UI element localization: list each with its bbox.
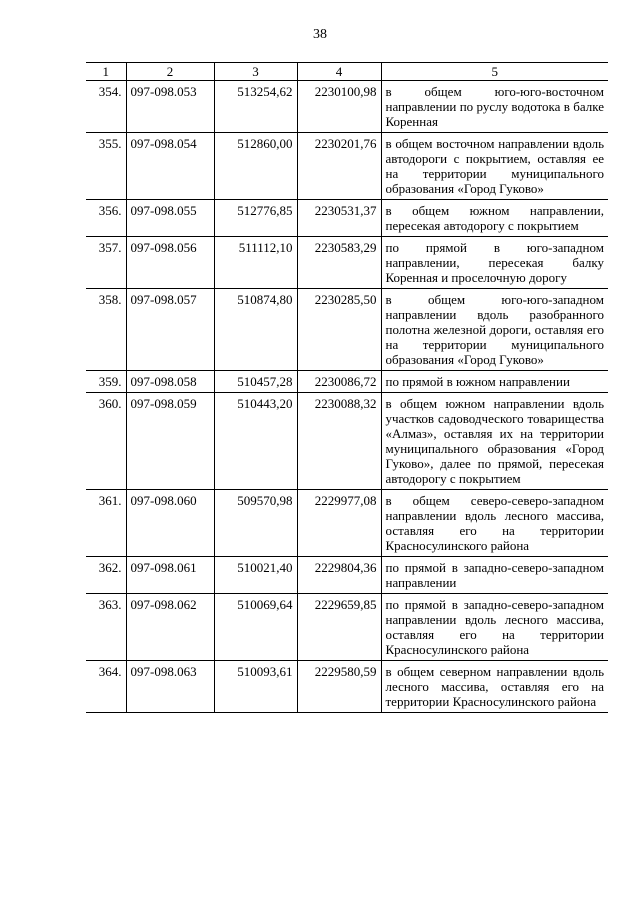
row-number-cell: 356. [86,200,126,237]
point-code-cell: 097-098.056 [126,237,214,289]
column-header: 1 [86,63,126,81]
y-coordinate-cell: 2230086,72 [297,371,381,393]
row-number-cell: 358. [86,289,126,371]
point-code-cell: 097-098.063 [126,661,214,713]
description-cell: в общем южном направлении, пересекая автодорогу с покрытием [381,200,608,237]
y-coordinate-cell: 2229659,85 [297,594,381,661]
point-code-cell: 097-098.058 [126,371,214,393]
x-coordinate-cell: 510457,28 [214,371,297,393]
table-row [86,289,608,371]
table-row [86,237,608,289]
row-number-cell: 361. [86,490,126,557]
y-coordinate-cell: 2229580,59 [297,661,381,713]
table-row [86,661,608,713]
y-coordinate-cell: 2229804,36 [297,557,381,594]
point-code-cell: 097-098.061 [126,557,214,594]
description-cell: в общем южном направлении вдоль участков садоводческого товарищества «Алмаз», оставляя их на территории муниципального образования «Город Гуково», далее по прямой, пересекая автодорогу с покрытием [381,393,608,490]
table-row [86,490,608,557]
page-number: 38 [313,27,327,42]
column-header: 3 [214,63,297,81]
point-code-cell: 097-098.054 [126,133,214,200]
row-number-cell: 357. [86,237,126,289]
table-row [86,200,608,237]
x-coordinate-cell: 513254,62 [214,81,297,133]
description-cell: в общем северном направлении вдоль лесного массива, оставляя его на территории Красносулинского района [381,661,608,713]
column-header: 4 [297,63,381,81]
description-cell: в общем восточном направлении вдоль автодороги с покрытием, оставляя ее на территории муниципального образования «Город Гуково» [381,133,608,200]
table-row [86,393,608,490]
description-cell: по прямой в южном направлении [381,371,608,393]
table-row [86,81,608,133]
x-coordinate-cell: 511112,10 [214,237,297,289]
y-coordinate-cell: 2229977,08 [297,490,381,557]
table-row [86,557,608,594]
x-coordinate-cell: 512776,85 [214,200,297,237]
point-code-cell: 097-098.055 [126,200,214,237]
y-coordinate-cell: 2230531,37 [297,200,381,237]
row-number-cell: 359. [86,371,126,393]
point-code-cell: 097-098.060 [126,490,214,557]
x-coordinate-cell: 512860,00 [214,133,297,200]
row-number-cell: 355. [86,133,126,200]
table-header-row [86,63,608,81]
y-coordinate-cell: 2230100,98 [297,81,381,133]
row-number-cell: 362. [86,557,126,594]
row-number-cell: 360. [86,393,126,490]
point-code-cell: 097-098.062 [126,594,214,661]
point-code-cell: 097-098.053 [126,81,214,133]
point-code-cell: 097-098.057 [126,289,214,371]
x-coordinate-cell: 510069,64 [214,594,297,661]
point-code-cell: 097-098.059 [126,393,214,490]
x-coordinate-cell: 509570,98 [214,490,297,557]
boundary-points-table [86,62,608,713]
y-coordinate-cell: 2230285,50 [297,289,381,371]
row-number-cell: 364. [86,661,126,713]
column-header: 5 [381,63,608,81]
column-header: 2 [126,63,214,81]
description-cell: в общем юго-юго-восточном направлении по руслу водотока в балке Коренная [381,81,608,133]
row-number-cell: 363. [86,594,126,661]
description-cell: в общем северо-северо-западном направлении вдоль лесного массива, оставляя его на территории Красносулинского района [381,490,608,557]
x-coordinate-cell: 510443,20 [214,393,297,490]
x-coordinate-cell: 510093,61 [214,661,297,713]
y-coordinate-cell: 2230201,76 [297,133,381,200]
description-cell: по прямой в юго-западном направлении, пересекая балку Коренная и проселочную дорогу [381,237,608,289]
table-row [86,594,608,661]
y-coordinate-cell: 2230583,29 [297,237,381,289]
row-number-cell: 354. [86,81,126,133]
table-row [86,133,608,200]
description-cell: по прямой в западно-северо-западном направлении [381,557,608,594]
description-cell: по прямой в западно-северо-западном направлении вдоль лесного массива, оставляя его на территории Красносулинского района [381,594,608,661]
table-row [86,371,608,393]
description-cell: в общем юго-юго-западном направлении вдоль разобранного полотна железной дороги, оставляя его на территории муниципального образования «Город Гуково» [381,289,608,371]
x-coordinate-cell: 510874,80 [214,289,297,371]
y-coordinate-cell: 2230088,32 [297,393,381,490]
x-coordinate-cell: 510021,40 [214,557,297,594]
